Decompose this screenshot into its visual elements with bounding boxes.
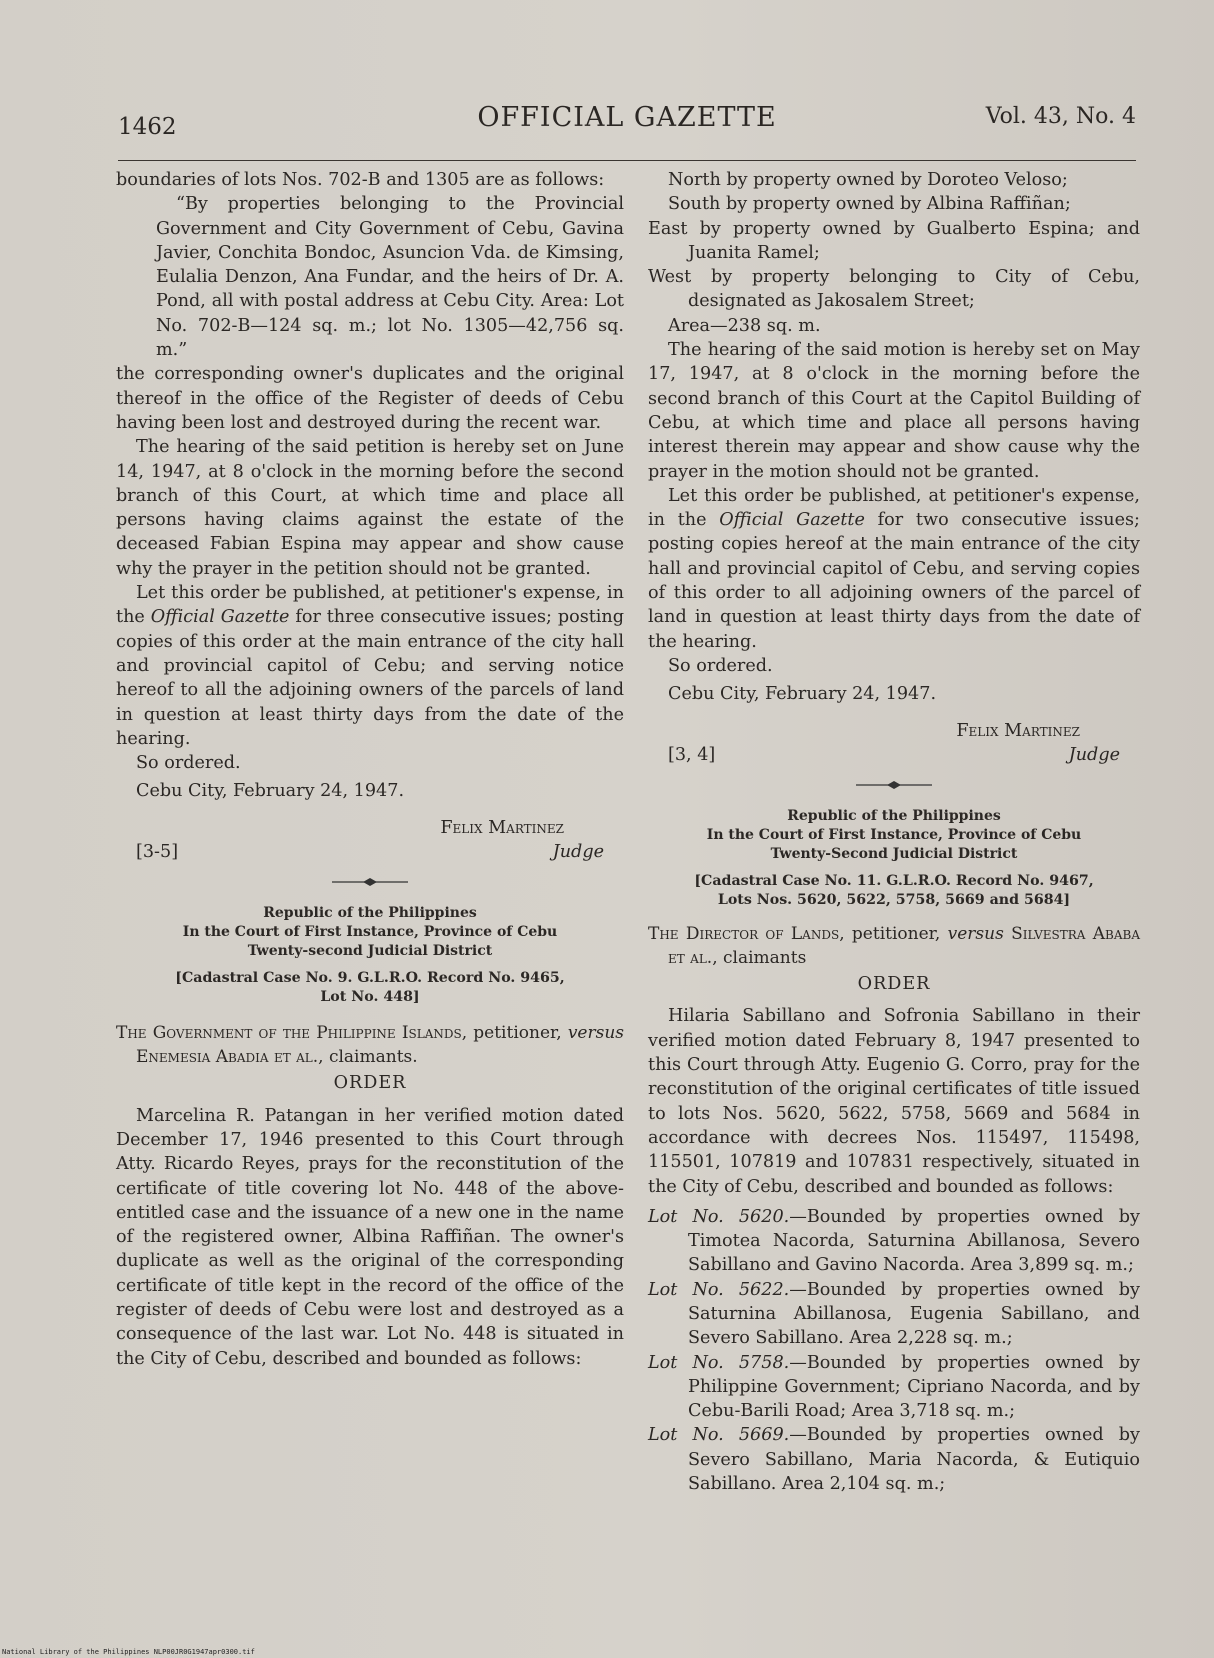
case-reference	[116, 969, 624, 1007]
claimant-name: Silvestra Ababa et al.	[668, 923, 1140, 968]
so-ordered: So ordered.	[136, 753, 241, 774]
judge-name: Felix Martinez	[956, 720, 1080, 741]
order-date: Cebu City, February 24, 1947.	[136, 781, 405, 802]
gazette-name: Official Gazette	[150, 607, 290, 628]
paragraph: the corresponding owner's duplicates and the original thereof in the office of the Register of deeds of Cebu having been lost and destroyed during the recent war.	[116, 364, 624, 433]
boundaries-quote: “By properties belonging to the Provincial Government and City Government of Cebu, Gavina Javier, Conchita Bondoc, Asuncion Vda. de Kimsing, Eulalia Denzon, Ana Fundar, and the heirs of Dr. A. Pond, all with postal address at Cebu City. Area: Lot No. 702-B—124 sq. m.; lot No. 1305—42,756 sq. m.”	[156, 194, 624, 361]
lot-text: —Bounded by properties owned by Saturnina Abillanosa, Eugenia Sabillano, and Severo Sabillano. Area 2,228 sq. m.;	[688, 1279, 1140, 1349]
page-number: 1462	[118, 114, 177, 140]
signature-row-2	[648, 743, 1140, 767]
lot-entry	[648, 1351, 1140, 1424]
case-line: [Cadastral Case No. 9. G.L.R.O. Record No. 9465,	[175, 969, 565, 986]
judge-title: Judge	[552, 841, 604, 862]
court-line: In the Court of First Instance, Province of Cebu	[706, 826, 1082, 843]
issue-reference: [3, 4]	[668, 744, 716, 765]
versus-word: versus	[567, 1022, 625, 1043]
case-parties	[116, 1021, 625, 1070]
versus-word: versus	[947, 923, 1004, 944]
boundary-east: East by property owned by Gualberto Espina; and Juanita Ramel;	[648, 218, 1140, 263]
judge-name: Felix Martinez	[440, 817, 564, 838]
lot-entry	[648, 1423, 1140, 1496]
signature-row	[648, 719, 1140, 743]
gazette-title: OFFICIAL GAZETTE	[477, 102, 777, 133]
header-rule	[118, 160, 1136, 161]
lot-entry	[648, 1278, 1140, 1351]
lot-label: Lot No. 5620.	[648, 1206, 790, 1227]
lot-text: —Bounded by properties owned by Severo Sabillano, Maria Nacorda, & Eutiquio Sabillano. Area 2,104 sq. m.;	[688, 1425, 1140, 1495]
court-line: Republic of the Philippines	[787, 807, 1001, 824]
motion-paragraph: Hilaria Sabillano and Sofronia Sabillano in their verified motion dated February 8, 1947 presented to this Court through Atty. Eugenio G. Corro, pray for the reconstitution of the original certificates of title issued to lots Nos. 5620, 5622, 5758, 5669 and 5684 in accordance with decrees Nos. 115497, 115498, 115501, 107819 and 107831 respectively, situated in the City of Cebu, described and bounded as follows:	[648, 1006, 1140, 1197]
claimant-name: Enemesia Abadia et al.	[136, 1047, 319, 1068]
right-column	[648, 168, 1140, 1496]
case-parties	[648, 922, 1140, 971]
court-line: Republic of the Philippines	[263, 904, 477, 921]
case-reference	[648, 872, 1140, 910]
scan-footer: National Library of the Philippines NLP00JR0G1947apr0300.tif	[2, 1648, 255, 1656]
order-heading: ORDER	[857, 974, 931, 995]
court-line: Twenty-Second Judicial District	[770, 845, 1018, 862]
boundary-area: Area—238 sq. m.	[668, 315, 821, 336]
hearing-paragraph: The hearing of the said petition is hereby set on June 14, 1947, at 8 o'clock in the morning before the second branch of this Court, at which time and place all persons having claims against the estate of the deceased Fabian Espina may appear and show cause why the prayer in the petition should not be granted.	[116, 437, 624, 579]
gazette-name: Official Gazette	[719, 510, 865, 531]
page-header	[118, 96, 1136, 146]
publication-paragraph	[648, 484, 1140, 654]
divider-ornament-icon	[854, 778, 934, 792]
lot-label: Lot No. 5622.	[648, 1279, 790, 1300]
text-span: for two consecutive issues; posting copies hereof at the main entrance of the city hall and provincial capitol of Cebu, and serving copies of this order to all adjoining owners of the parcel of land in question at least thirty days from the date of the hearing.	[648, 510, 1140, 652]
text-span: , claimants	[712, 947, 807, 968]
judge-title: Judge	[1068, 744, 1120, 765]
volume-number: Vol. 43, No. 4	[985, 104, 1136, 129]
court-line: In the Court of First Instance, Province of Cebu	[182, 923, 558, 940]
case-line: [Cadastral Case No. 11. G.L.R.O. Record No. 9467,	[694, 872, 1094, 889]
boundary-north: North by property owned by Doroteo Veloso;	[668, 170, 1068, 190]
text-span: , petitioner,	[839, 923, 948, 944]
so-ordered: So ordered.	[668, 655, 773, 676]
left-column	[116, 168, 624, 1371]
motion-paragraph: Marcelina R. Patangan in her verified motion dated December 17, 1946 presented to this Court through Atty. Ricardo Reyes, prays for the reconstitution of the certificate of title covering lot No. 448 of the above-entitled case and the issuance of a new one in the name of the registered owner, Albina Raffiñan. The owner's duplicate as well as the original of the corresponding certificate of title kept in the record of the office of the register of deeds of Cebu were lost and destroyed as a consequence of the last war. Lot No. 448 is situated in the City of Cebu, described and bounded as follows:	[116, 1105, 624, 1369]
lot-text: —Bounded by properties owned by Philippine Government; Cipriano Nacorda, and by Cebu-Barili Road; Area 3,718 sq. m.;	[688, 1352, 1140, 1422]
text-span: Let this order be published, at petitioner's expense, in the	[116, 583, 624, 628]
issue-reference: [3-5]	[136, 841, 179, 862]
petitioner-name: The Director of Lands	[648, 923, 840, 944]
text-span: Let this order be published, at petitioner's expense, in the	[648, 485, 1140, 531]
signature-row	[116, 816, 624, 840]
text-span: , claimants.	[318, 1047, 418, 1068]
lot-label: Lot No. 5669.	[648, 1425, 790, 1446]
order-date: Cebu City, February 24, 1947.	[668, 684, 937, 705]
order-heading: ORDER	[333, 1073, 407, 1094]
intro-paragraph: boundaries of lots Nos. 702-B and 1305 are as follows:	[116, 170, 605, 190]
publication-paragraph	[116, 581, 624, 751]
text-span: for three consecutive issues; posting copies of this order at the main entrance of the city hall and provincial capitol of Cebu; and serving notice hereof to all the adjoining owners of the parcels of land in question at least thirty days from the date of the hearing.	[116, 607, 625, 749]
text-span: , petitioner,	[461, 1022, 568, 1043]
ornament-divider	[116, 872, 624, 894]
lot-text: —Bounded by properties owned by Timotea Nacorda, Saturnina Abillanosa, Severo Sabillano and Gavino Nacorda. Area 3,899 sq. m.;	[688, 1206, 1140, 1276]
divider-ornament-icon	[330, 875, 410, 889]
ornament-divider	[648, 775, 1140, 797]
hearing-paragraph: The hearing of the said motion is hereby set on May 17, 1947, at 8 o'clock in the morning before the second branch of this Court at the Capitol Building of Cebu, at which time and place all persons having interest therein may appear and show cause why the prayer in the motion should not be granted.	[648, 340, 1140, 482]
lot-entry	[648, 1205, 1140, 1278]
boundary-south: South by property owned by Albina Raffiñan;	[668, 194, 1071, 215]
court-heading	[648, 807, 1140, 864]
court-line: Twenty-second Judicial District	[247, 942, 493, 959]
petitioner-name: The Government of the Philippine Islands	[116, 1022, 462, 1043]
case-line: Lot No. 448]	[320, 988, 420, 1005]
court-heading	[116, 904, 624, 961]
lot-label: Lot No. 5758.	[648, 1352, 790, 1373]
case-line: Lots Nos. 5620, 5622, 5758, 5669 and 5684]	[717, 891, 1071, 908]
boundary-west: West by property belonging to City of Cebu, designated as Jakosalem Street;	[648, 267, 1140, 312]
signature-row-2	[116, 840, 624, 864]
